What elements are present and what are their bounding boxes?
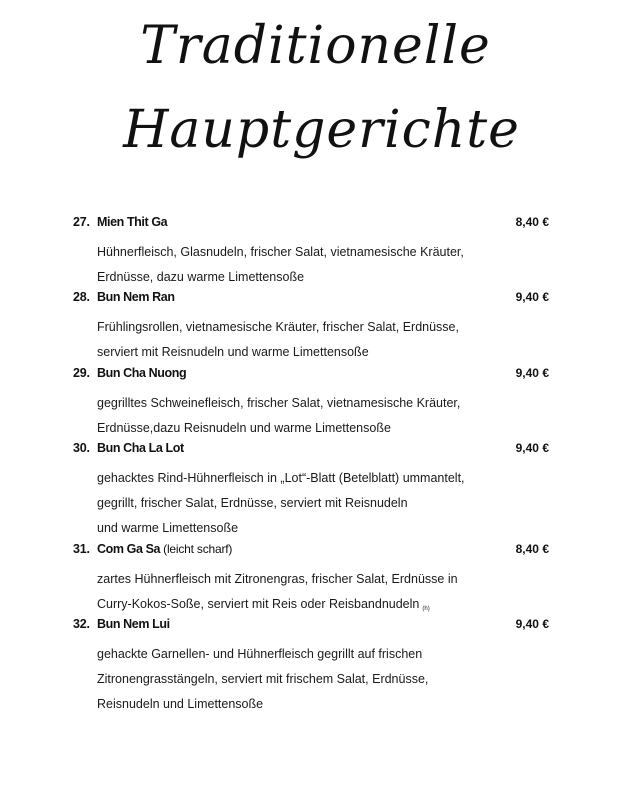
- description-line: gegrillt, frischer Salat, Erdnüsse, serviert mit Reisnudeln: [97, 496, 408, 510]
- item-price: 8,40 €: [515, 542, 549, 556]
- item-note: (leicht scharf): [163, 542, 233, 556]
- item-name: Bun Cha Nuong: [97, 366, 187, 380]
- description-line: Erdnüsse,dazu Reisnudeln und warme Limettensoße: [97, 421, 391, 435]
- menu-item-31: [0, 542, 619, 612]
- item-name: Mien Thit Ga: [97, 215, 168, 229]
- description-line: Erdnüsse, dazu warme Limettensoße: [97, 270, 305, 284]
- page-title-line-1: Traditionelle: [140, 16, 491, 76]
- menu-item-28: [0, 290, 619, 359]
- allergen-marker: (h): [422, 606, 430, 612]
- item-name: [97, 542, 232, 556]
- menu-item-30: [0, 441, 619, 535]
- description-line: Hühnerfleisch, Glasnudeln, frischer Salat, vietnamesische Kräuter,: [97, 245, 464, 259]
- description-line: Zitronengrasstängeln, serviert mit frischem Salat, Erdnüsse,: [97, 672, 429, 686]
- description-line: gehacktes Rind-Hühnerfleisch in „Lot“-Blatt (Betelblatt) ummantelt,: [97, 471, 465, 485]
- item-description: [97, 315, 527, 365]
- item-name: Bun Cha La Lot: [97, 441, 184, 455]
- item-price: 9,40 €: [515, 441, 549, 455]
- description-line-text: Curry-Kokos-Soße, serviert mit Reis oder Reisbandnudeln: [97, 597, 420, 611]
- item-number: 30.: [73, 441, 90, 455]
- item-price: 9,40 €: [515, 290, 549, 304]
- item-description: [97, 240, 527, 290]
- item-name: Bun Nem Lui: [97, 617, 170, 631]
- description-line: gehackte Garnellen- und Hühnerfleisch gegrillt auf frischen: [97, 647, 423, 661]
- menu-item-32: [0, 617, 619, 711]
- menu-item-27: [0, 215, 619, 284]
- menu-item-29: [0, 366, 619, 435]
- item-description: [97, 567, 527, 622]
- item-description: [97, 391, 527, 441]
- item-number: 28.: [73, 290, 90, 304]
- item-description: [97, 466, 527, 541]
- page-title-line-2: Hauptgerichte: [123, 100, 520, 160]
- item-number: 32.: [73, 617, 90, 631]
- description-line: zartes Hühnerfleisch mit Zitronengras, frischer Salat, Erdnüsse in: [97, 572, 458, 586]
- item-price: 9,40 €: [515, 366, 549, 380]
- item-price: 9,40 €: [515, 617, 549, 631]
- item-name-text: Com Ga Sa: [97, 542, 161, 556]
- description-line: serviert mit Reisnudeln und warme Limettensoße: [97, 345, 369, 359]
- description-line: gegrilltes Schweinefleisch, frischer Salat, vietnamesische Kräuter,: [97, 396, 461, 410]
- item-price: 8,40 €: [515, 215, 549, 229]
- description-line: Reisnudeln und Limettensoße: [97, 697, 264, 711]
- description-line: Frühlingsrollen, vietnamesische Kräuter, frischer Salat, Erdnüsse,: [97, 320, 459, 334]
- item-number: 27.: [73, 215, 90, 229]
- description-line: und warme Limettensoße: [97, 521, 239, 535]
- item-name: Bun Nem Ran: [97, 290, 175, 304]
- item-number: 29.: [73, 366, 90, 380]
- item-number: 31.: [73, 542, 90, 556]
- item-description: [97, 642, 527, 717]
